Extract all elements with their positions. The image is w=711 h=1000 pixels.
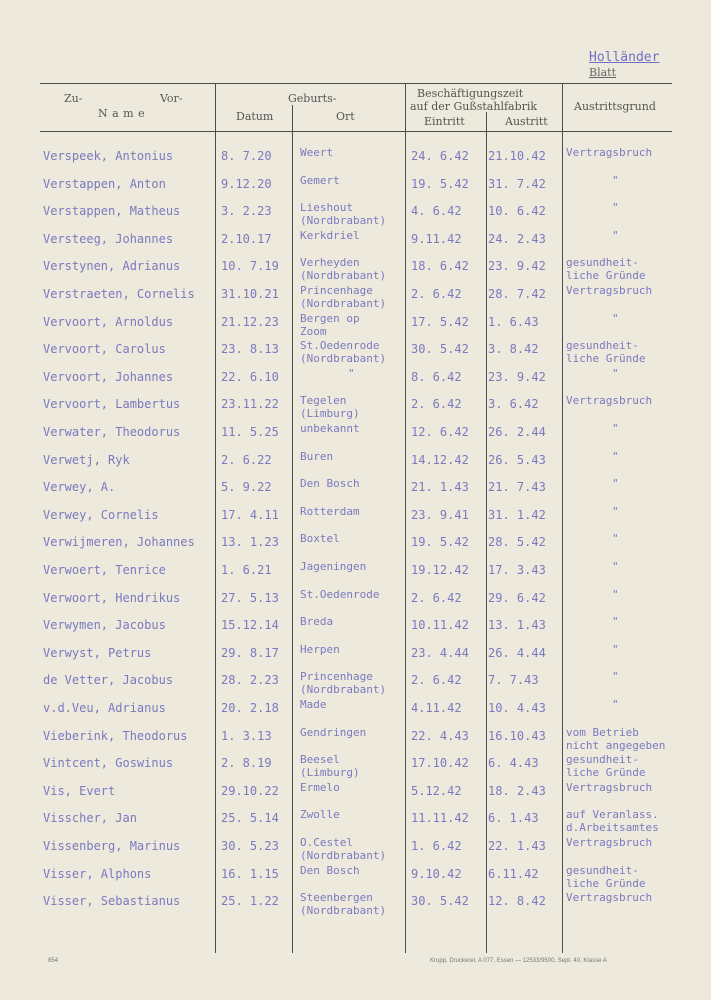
exit-date-cell: 13. 1.43 [488,618,546,633]
birth-place-cell: Lieshout [300,201,353,215]
entry-date-cell: 12. 6.42 [411,425,469,439]
birth-date-cell: 31.10.21 [221,287,279,301]
birth-date-cell: 30. 5.23 [221,839,279,853]
exit-reason-cont-cell: liche Gründe [566,766,646,780]
name-cell: Verwyst, Petrus [43,645,152,660]
header-bottom-line [40,131,672,132]
exit-reason-cell: " [612,449,619,463]
header-eintritt: Eintritt [424,115,465,128]
entry-date-cell: 10.11.42 [411,618,469,633]
birth-place-cell: Den Bosch [300,477,360,491]
entry-date-cell: 11.11.42 [411,811,469,826]
entry-date-cell: 19. 5.42 [411,176,469,191]
exit-date-cell: 16.10.43 [488,728,546,743]
exit-reason-cell: " [612,504,619,518]
birth-place-cell: Gemert [300,173,340,187]
exit-reason-cell: Vertragsbruch [566,394,653,408]
birth-place-cell: Boxtel [300,532,340,546]
exit-reason-cell: gesundheit- [566,753,639,767]
birth-date-cell: 29.10.22 [221,783,279,798]
entry-date-cell: 17. 5.42 [411,314,469,329]
exit-reason-cell: " [612,587,619,601]
exit-date-cell: 10. 6.42 [488,204,546,219]
entry-date-cell: 23. 4.44 [411,645,469,660]
birth-date-cell: 25. 1.22 [221,894,279,909]
birth-date-cell: 9.12.20 [221,176,272,191]
birth-place-region-cell: (Nordbrabant) [300,214,387,228]
header-ort: Ort [336,110,355,123]
birth-place-cell: unbekannt [300,422,360,435]
birth-date-cell: 29. 8.17 [221,645,279,660]
name-cell: Verwymen, Jacobus [43,618,166,633]
footer-right: Krupp, Druckerei, A 077, Essen — 12533/9500, Sept. 40, Klasse A [430,958,607,964]
entry-date-cell: 18. 6.42 [411,259,469,274]
entry-date-cell: 19. 5.42 [411,535,469,550]
exit-reason-cell: " [612,422,619,435]
exit-reason-cell: vom Betrieb [566,725,639,739]
exit-reason-cell: Vertragsbruch [566,836,653,849]
header-geburts: Geburts- [288,92,337,105]
birth-date-cell: 21.12.23 [221,314,279,329]
table-top-line [40,83,672,84]
name-cell: Vervoort, Carolus [43,342,166,357]
exit-date-cell: 22. 1.43 [488,839,546,853]
nationality-label: Holländer [589,50,660,65]
name-cell: Verstappen, Matheus [43,204,181,219]
birth-place-cell: Steenbergen [300,891,373,905]
col-divider-ort-eintritt [405,83,406,953]
exit-reason-cont-cell: nicht angegeben [566,738,666,752]
birth-place-cell: Ermelo [300,780,340,794]
birth-place-cell: Tegelen [300,394,347,408]
header-datum: Datum [236,110,274,123]
name-cell: Verwijmeren, Johannes [43,535,195,550]
name-cell: Verwey, A. [43,480,116,495]
name-cell: Verstappen, Anton [43,176,166,191]
birth-date-cell: 15.12.14 [221,618,279,633]
header-austritt: Austritt [505,115,548,128]
exit-date-cell: 24. 2.43 [488,231,546,246]
entry-date-cell: 24. 6.42 [411,149,469,163]
entry-date-cell: 1. 6.42 [411,839,462,853]
birth-place-cell: Herpen [300,642,340,656]
birth-date-cell: 2. 8.19 [221,756,272,771]
col-divider-eintritt-austritt [486,112,487,953]
exit-reason-cell: Vertragsbruch [566,891,653,905]
entry-date-cell: 9.10.42 [411,866,462,881]
exit-reason-cont-cell: liche Gründe [566,876,646,890]
header-gussstahlfabrik: auf der Gußstahlfabrik [410,100,538,113]
exit-reason-cell: auf Veranlass. [566,808,659,822]
birth-place-cell: Princenhage [300,670,373,684]
birth-place-cell: Zwolle [300,808,340,822]
entry-date-cell: 8. 6.42 [411,369,462,384]
birth-place-region-cell: (Nordbrabant) [300,683,387,697]
exit-date-cell: 21. 7.43 [488,480,546,495]
exit-reason-cont-cell: liche Gründe [566,269,646,283]
exit-reason-cell: Vertragsbruch [566,780,653,794]
entry-date-cell: 2. 6.42 [411,673,462,688]
exit-date-cell: 6. 4.43 [488,756,539,771]
footer-left: 854 [48,958,59,964]
exit-date-cell: 26. 2.44 [488,425,546,439]
blatt-label: Blatt [589,66,617,79]
entry-date-cell: 5.12.42 [411,783,462,798]
birth-place-region-cell: (Nordbrabant) [300,352,387,366]
exit-reason-cell: Vertragsbruch [566,146,653,159]
header-vor: Vor- [160,92,183,105]
name-cell: Vervoort, Johannes [43,369,174,384]
birth-place-region-cell: (Nordbrabant) [300,269,387,283]
entry-date-cell: 30. 5.42 [411,894,469,909]
exit-reason-cell: " [612,642,619,656]
exit-date-cell: 23. 9.42 [488,369,546,384]
exit-reason-cell: " [612,670,619,684]
exit-date-cell: 6.11.42 [488,866,539,881]
exit-reason-cell: gesundheit- [566,863,639,877]
birth-place-cell: Rotterdam [300,504,360,518]
entry-date-cell: 30. 5.42 [411,342,469,357]
header-zu: Zu- [64,92,83,105]
birth-place-cell: Den Bosch [300,863,360,877]
col-divider-datum-ort [292,105,293,953]
birth-date-cell: 20. 2.18 [221,701,279,715]
exit-reason-cell: gesundheit- [566,339,639,353]
name-cell: Vissenberg, Marinus [43,839,181,853]
entry-date-cell: 23. 9.41 [411,507,469,522]
name-cell: Verwetj, Ryk [43,452,130,467]
exit-date-cell: 6. 1.43 [488,811,539,826]
birth-place-cell: Breda [300,615,334,629]
birth-place-cell: Made [300,698,327,711]
name-cell: Verwoert, Tenrice [43,563,166,577]
birth-place-cell: St.Oedenrode [300,339,380,353]
name-cell: Verstynen, Adrianus [43,259,181,274]
exit-date-cell: 26. 5.43 [488,452,546,467]
exit-reason-cell: " [612,201,619,215]
birth-place-cell: Gendringen [300,725,367,739]
exit-reason-cont-cell: liche Gründe [566,352,646,366]
name-cell: v.d.Veu, Adrianus [43,701,166,715]
exit-reason-cell: " [612,228,619,242]
exit-reason-cell: " [612,615,619,629]
entry-date-cell: 9.11.42 [411,231,462,246]
col-divider-name-datum [215,83,216,953]
birth-date-cell: 1. 3.13 [221,728,272,743]
birth-date-cell: 23. 8.13 [221,342,279,357]
exit-reason-cell: " [612,477,619,491]
name-cell: Vieberink, Theodorus [43,728,188,743]
exit-reason-cell: " [612,560,619,573]
birth-date-cell: 5. 9.22 [221,480,272,495]
name-cell: Verwoort, Hendrikus [43,590,181,605]
exit-reason-cell: " [612,173,619,187]
col-divider-austritt-grund [562,83,563,953]
birth-place-region-cell: Zoom [300,324,327,338]
name-cell: Visser, Alphons [43,866,152,881]
birth-date-cell: 10. 7.19 [221,259,279,274]
exit-date-cell: 7. 7.43 [488,673,539,688]
name-cell: Visscher, Jan [43,811,137,826]
birth-place-cell: Buren [300,449,334,463]
entry-date-cell: 2. 6.42 [411,590,462,605]
birth-place-cell: Princenhage [300,284,373,297]
header-austrittsgrund: Austrittsgrund [574,100,656,113]
header-beschaeftigung: Beschäftigungszeit [417,87,524,100]
birth-place-cell: " [348,366,355,380]
birth-place-cell: Kerkdriel [300,228,360,242]
exit-reason-cell: gesundheit- [566,256,639,270]
birth-place-cell: Bergen op [300,311,360,325]
exit-date-cell: 31. 1.42 [488,507,546,522]
name-cell: Vervoort, Arnoldus [43,314,174,329]
exit-date-cell: 23. 9.42 [488,259,546,274]
exit-reason-cell: " [612,698,619,711]
name-cell: Verwey, Cornelis [43,507,159,522]
birth-date-cell: 2.10.17 [221,231,272,246]
birth-place-cell: Jageningen [300,560,367,573]
exit-reason-cell: " [612,366,619,380]
birth-place-region-cell: (Limburg) [300,407,360,421]
entry-date-cell: 14.12.42 [411,452,469,467]
birth-date-cell: 16. 1.15 [221,866,279,881]
birth-date-cell: 27. 5.13 [221,590,279,605]
exit-date-cell: 17. 3.43 [488,563,546,577]
exit-date-cell: 12. 8.42 [488,894,546,909]
exit-reason-cell: " [612,311,619,325]
name-cell: Vervoort, Lambertus [43,397,181,412]
name-cell: Vintcent, Goswinus [43,756,174,771]
birth-place-cell: Verheyden [300,256,360,270]
exit-date-cell: 21.10.42 [488,149,546,163]
birth-place-cell: St.Oedenrode [300,587,380,601]
entry-date-cell: 2. 6.42 [411,287,462,301]
entry-date-cell: 2. 6.42 [411,397,462,412]
name-cell: Verwater, Theodorus [43,425,181,439]
entry-date-cell: 4.11.42 [411,701,462,715]
header-name: N a m e [98,107,146,120]
exit-date-cell: 29. 6.42 [488,590,546,605]
name-cell: Visser, Sebastianus [43,894,181,909]
birth-date-cell: 11. 5.25 [221,425,279,439]
birth-date-cell: 8. 7.20 [221,149,272,163]
birth-place-cell: Beesel [300,753,340,767]
name-cell: Verstraeten, Cornelis [43,287,195,301]
birth-date-cell: 1. 6.21 [221,563,272,577]
birth-place-region-cell: (Nordbrabant) [300,849,387,862]
exit-date-cell: 1. 6.43 [488,314,539,329]
entry-date-cell: 22. 4.43 [411,728,469,743]
exit-reason-cont-cell: d.Arbeitsamtes [566,821,659,835]
birth-date-cell: 25. 5.14 [221,811,279,826]
entry-date-cell: 17.10.42 [411,756,469,771]
name-cell: Vis, Evert [43,783,116,798]
exit-date-cell: 18. 2.43 [488,783,546,798]
entry-date-cell: 4. 6.42 [411,204,462,219]
exit-date-cell: 10. 4.43 [488,701,546,715]
birth-date-cell: 28. 2.23 [221,673,279,688]
birth-place-cell: O.Cestel [300,836,353,849]
name-cell: Verspeek, Antonius [43,149,174,163]
exit-date-cell: 28. 5.42 [488,535,546,550]
name-cell: de Vetter, Jacobus [43,673,174,688]
exit-reason-cell: Vertragsbruch [566,284,653,297]
exit-date-cell: 3. 6.42 [488,397,539,412]
entry-date-cell: 19.12.42 [411,563,469,577]
birth-place-region-cell: (Nordbrabant) [300,297,387,310]
exit-date-cell: 31. 7.42 [488,176,546,191]
birth-date-cell: 2. 6.22 [221,452,272,467]
exit-date-cell: 3. 8.42 [488,342,539,357]
exit-date-cell: 28. 7.42 [488,287,546,301]
name-cell: Versteeg, Johannes [43,231,174,246]
exit-date-cell: 26. 4.44 [488,645,546,660]
birth-date-cell: 23.11.22 [221,397,279,412]
entry-date-cell: 21. 1.43 [411,480,469,495]
birth-place-region-cell: (Nordbrabant) [300,904,387,918]
birth-place-region-cell: (Limburg) [300,766,360,780]
birth-place-cell: Weert [300,146,334,159]
birth-date-cell: 3. 2.23 [221,204,272,219]
exit-reason-cell: " [612,532,619,546]
birth-date-cell: 22. 6.10 [221,369,279,384]
birth-date-cell: 17. 4.11 [221,507,279,522]
birth-date-cell: 13. 1.23 [221,535,279,550]
